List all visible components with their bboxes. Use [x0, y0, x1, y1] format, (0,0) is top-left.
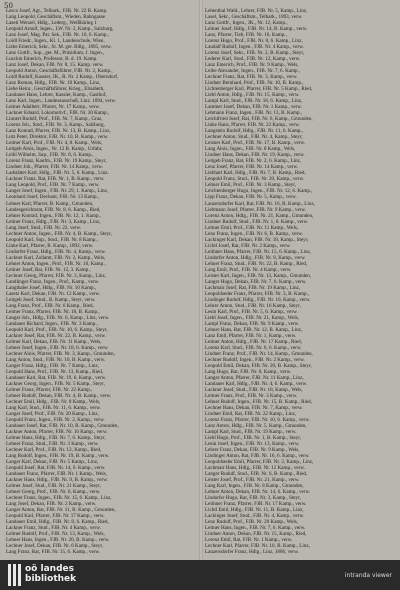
directory-entry: Lorenz Josef, Sekr., FJB. Nr. 2, B. Kamp., Steyr,	[205, 50, 305, 57]
directory-entry: Lanz Roman, Hdlg., FJB. Nr. 10 Kamp., Linz,	[6, 80, 101, 87]
directory-entry: Lindinger Rudolf, Hdlg., FJB. Nr. 10, Kamp., verw.	[205, 296, 311, 303]
directory-entry: Lindner Joh., Pfarrer, FJB. Nr. 14 Kamp., verw.	[6, 164, 103, 171]
directory-entry: Lang Alois, Ingen., FJB. Nr. 8 Kamp., Wels,	[205, 146, 296, 153]
directory-entry: Leopold Arnulf, Ingen., LW. Nr. 2, Kamp., Salzburg,	[6, 26, 114, 33]
directory-entry: Lechner Josef, Dekan, FJB. Nr. 6 Kamp., Steyr,	[6, 543, 104, 550]
directory-entry: Linke Hans, Pfarrer, FJB. Nr. 22 Kamp., verw.	[205, 122, 300, 129]
directory-entry: Lindner Hans, Dekan, FJB. Nr. 19, Kamp., verw.	[205, 152, 305, 159]
directory-entry: Loidl Rudolf, Kassier, JK., R. Nr. 2 Kamp., Oberndorf,	[6, 74, 119, 81]
directory-entry: Leithner Franz, Pfarrer, FJB. Nr. 17 Kamp., verw.	[205, 501, 307, 508]
directory-entry: Lackner Hans, Hdlg., FJB. Nr. 9, B. Kamp., verw.	[6, 477, 108, 484]
directory-entry: Lackner Josef, Rat, FJB. Nr. 22, B. Kamp., verw.	[6, 332, 106, 339]
directory-entry: Lechner Anton, Ingen., FJB. Nr. 4, B. Kamp., Steyr,	[6, 230, 112, 237]
directory-entry: Lehner Emil, Prof., FJB. Nr. 3 Kamp., Steyr,	[205, 182, 297, 189]
directory-entry: Lechner Hans, Dekan, FJB. Nr. 7, Kamp., verw.	[205, 405, 303, 412]
directory-entry: Langstein Rudolf, Hdlg., FJB. Nr. 11, 6. Kamp.,	[205, 128, 304, 135]
directory-entry: Lechner Karl, Pfarrer, FJB. Nr. 10, B. Kamp., Linz,	[205, 543, 310, 550]
directory-entry: Lehner Hans, Ingen., FJB. Nr. 20, B. Kamp., verw.	[6, 537, 110, 544]
directory-entry: Luschin Emerich, Professor, B. d. 19. Kamp.	[6, 56, 98, 63]
directory-entry: Leopold Josef, Rat, FJB. Nr. 14, 6. Kamp., verw.	[6, 465, 106, 472]
directory-entry: Leitgeb Franz, Rat, FJB. Nr. 2, 6. Kamp., Linz,	[205, 158, 302, 165]
directory-entry: Leitner Karl, Dekan, FJB. Nr. 11 Kamp., Wels,	[6, 338, 102, 345]
directory-entry: Leopoldseder Emil, Pfarrer, FJB. Nr. 2, Kamp., Linz,	[205, 459, 314, 466]
directory-entry: Leitner Rudolf, Prof., FJB. Nr. 13, Kamp., Wels,	[6, 531, 105, 538]
directory-entry: Lanz Emil, Pfarrer, FJB. Nr. 1, Kamp., verw.	[205, 332, 297, 339]
directory-entry: Lang Franz, Prof., FJB. Nr. 6 Kamp., Ried,	[6, 302, 94, 309]
directory-entry: Lang Karl, Ingen., FJB. Nr. 8 Kamp., Gmunden,	[205, 483, 304, 490]
directory-entry: Leister Josef, Prof., FJB. Nr. 21, Kamp., verw.	[205, 477, 300, 484]
directory-entry: Lehner Hans, Rat, FJB. Nr. 12, B. Kamp., Linz,	[205, 326, 303, 333]
directory-entry: Lanz Emerich, Prof., FJB. Nr. 9 Kamp., Wels,	[205, 62, 299, 69]
directory-entry: Lesin Josef, Ingen., FJB. Nr. 13, Kamp., verw.	[205, 441, 300, 448]
directory-entry: Leitner Hans, Ingen., FJB. Nr. 7, 6. Kamp., verw.	[205, 525, 306, 532]
directory-entry: Linnert Rudolf, Prof., FJB. Nr. 7, Kamp., Graz,	[6, 116, 103, 123]
directory-entry: Leitner Hans, Hdlg., FJB. Nr. 7, 6. Kamp., Steyr,	[6, 435, 106, 442]
directory-entry: Leopold Karl, Prof., FJB. Nr. 10, 6. Kamp., Steyr,	[6, 326, 108, 333]
directory-entry: Lehrer Anton, Stud., FJB. Nr. 16 Kamp., Steyr,	[205, 302, 301, 309]
directory-entry: Leopold Emil, Dekan, FJB. Nr. 20, B. Kamp., Steyr,	[205, 362, 312, 369]
directory-entry: Lenz Rudolf, Prof., FJB. Nr. 20 Kamp., Wels,	[205, 519, 299, 526]
directory-entry: Liebe Emerich, Sekr., St. M. ger. Bdlg., 1895, verw.	[6, 44, 112, 51]
directory-entry: Leichtfried Josef, Rat, FJB. Nr. 6, Kamp., Gmunden,	[205, 116, 313, 123]
directory-entry: Leibl Wilhelm, Sup., FJB. Nr. 8, 6. Kamp.,	[6, 152, 94, 159]
left-column	[6, 8, 198, 555]
logo-line-2: bibliothek	[25, 574, 77, 584]
directory-entry: Lang Leopold, Geschäftsm., Wieden, Bahngasse	[6, 14, 106, 21]
directory-entry: Lanz Konrad, Pfarrer, FJB. Nr. 13, B. Kamp., Linz,	[6, 128, 111, 135]
directory-entry: Lang Hugo, Rat, FJB. Nr. 8, Kamp., verw.	[205, 368, 292, 375]
directory-entry: Lehner Anton, Dekan, FJB. Nr. 14, 6. Kamp., verw.	[205, 489, 311, 496]
directory-entry: Lehner Karl, Pfarrer, B. Kamp., Gmunden,	[6, 200, 94, 207]
directory-entry: Lang Anton, Stud., FJB. Nr. 10, B. Kamp., verw.	[6, 356, 106, 363]
directory-entry: Ladstätter Karl, Hdlg., FJB. Nr. 5, 6. Kamp., Linz.	[6, 170, 109, 177]
directory-entry: Lanz Anton, Hdlg., FJB. Nr. 5, Kamp., Gmunden,	[205, 423, 307, 430]
directory-entry: Leimer Karl, Prof., FJB. Nr. 4, 8. Kamp., Wels,	[6, 140, 103, 147]
directory-entry: Lehner Konrad, Ingen., FJB. Nr. 12, 1. Kamp.,	[6, 212, 102, 219]
directory-entry: Lorenz Joh., Stud., FJB. Nr. 3, Kamp., Salzburg,	[6, 122, 105, 129]
directory-entry: Lasetl Wenzel, Hdlg., Lederg., Weißhäring 1	[6, 20, 97, 27]
directory-entry: Leopold Karl, Sup., Stud., FJB. Nr. 8 Kamp.,	[6, 236, 98, 243]
directory-entry: Lenz Josef, Pfarrer, FJB. Nr. 14 Kamp., verw.	[205, 164, 299, 171]
directory-entry: Lang Franz, Rat, FJB. Nr. 15, 6. Kamp., verw.	[6, 549, 101, 556]
directory-entry: Langer Josef, Ingen., FJB. Nr. 29, 1. Kamp., Linz,	[6, 188, 109, 195]
directory-entry: Lorenz Emil, Rat, FJB. Nr. 1 Kamp., verw.	[205, 537, 293, 544]
directory-entry: Leitner Franz, Prof., FJB. Nr. 3 Kamp., verw.	[205, 393, 298, 399]
directory-entry: Lindner Anton, Dekan, FJB. Nr. 15, Kamp., Ried,	[205, 531, 307, 538]
directory-entry: Liebl Josef, Ingen., FJB. Nr. 21, Kamp., Wels,	[205, 314, 300, 321]
page-number: 50	[4, 2, 13, 10]
directory-entry: Leitner Josef, Hdlg., FJB. Nr. 14, B. Kamp., verw.	[205, 26, 308, 33]
directory-entry: Lampl Karl, Stud., FJB. Nr. 18, 6. Kamp., Linz,	[205, 98, 303, 105]
directory-entry: Landauer Josef, Rat, FJB. Nr. 10, B. Kamp., Gmunden,	[6, 423, 119, 430]
directory-entry: Laudalf Rudolf, Ingen., FJB. Nr. 4 Kamp., verw.	[205, 44, 304, 51]
directory-entry: Lichtenberger Karl, Pfarrer, FJB. Nr. 5 Kamp., Ried,	[205, 86, 313, 93]
directory-entry: Lorenz Anton, Hdlg., FJB. Nr. 21, Kamp., Gmunden,	[205, 212, 314, 219]
directory-entry: Lindner Bernhard, Prof., FJB. Nr. 10, B. Kamp.,	[205, 80, 304, 87]
directory-entry: Leopold Franz, Stud., FJB. Nr. 20, Kamp., verw.	[205, 176, 304, 183]
directory-entry: Lechner Emil, Hdlg., FJB. Nr. 8 Kamp., Wels,	[6, 399, 101, 406]
library-logo[interactable]	[8, 564, 76, 586]
directory-entry: Lanz Karl, Ingen., Landesausschuß, Linz. 1894, verw.	[6, 98, 117, 105]
logo-line-1: oö landes	[25, 564, 74, 574]
directory-entry: Lammer Josef, Dekan, FJB. Nr. 1 Kamp., verw.	[205, 104, 302, 111]
directory-entry: Leimer Franz, Pfarrer, FJB. Nr. 18, B. Kamp.,	[6, 308, 100, 315]
directory-entry: Lindner Rudolf, Stud., FJB. Nr. 1, 6. Kamp., verw.	[205, 218, 309, 225]
directory-entry: Lorenz Franz, Kaufm., FJB. Nr. 19 Kamp., Steyr,	[6, 158, 107, 165]
directory-entry: Landesgerichtsrat, FJB. Nr. 8, 6. Kamp., Ried,	[6, 206, 101, 213]
directory-entry: Lehner Georg, Prof., FJB. Nr. 6, Kamp., verw.	[6, 489, 101, 496]
directory-entry: Langer Hugo, Dekan, FJB. Nr. 7, 6. Kamp., verw.	[205, 278, 307, 285]
directory-entry: Landauer Karl, Rat, FJB. Nr. 19, 6. Kamp., verw.	[6, 374, 107, 381]
directory-entry: Lehner Anton, Ingen., Prof., FJB. Nr. 10, Kamp.,	[6, 260, 106, 267]
directory-entry: Lackner Franz, Rat, FJB. Nr. 1, B. Kamp., verw.	[6, 176, 105, 183]
directory-entry: Lang Josef, Stud., FJB. Nr. 22, verw.	[6, 224, 82, 231]
directory-entry: Lackner Georg, Ingen., FJB. Nr. 5 Kamp., Steyr,	[6, 380, 105, 387]
directory-entry: Lackinger Josef, Stud., FJB. Nr. 4, Kamp., verw.	[205, 513, 304, 520]
directory-entry: Lindner Emil, Rat, FJB. Nr. 22 Kamp., Linz,	[205, 411, 297, 418]
directory-entry: Lehner Josef, Ingen., FJB. Nr. 18, 6. Kamp., verw.	[6, 344, 109, 351]
directory-entry: Lang Emil, Prof., FJB. Nr. 4 Kamp., verw.	[205, 266, 292, 273]
directory-entry: Lackner Josef, Stud., FJB. Nr. 18, Kamp., Wels,	[205, 386, 303, 393]
directory-entry: Leitgeb Josef, Stud., B. Kamp., Steyr, verw.	[6, 296, 96, 303]
viewer-footer	[0, 560, 400, 590]
directory-entry: Leopold Franz, Ingen., FJB. Nr. 2, Kamp., verw.	[6, 417, 105, 424]
directory-entry: Lehner Rudolf, Ingen., FJB. Nr. 15, B. Kamp., Ried,	[205, 399, 312, 406]
directory-entry: Lasel, Sekr., Geschäftsm., Telbark., 1893, verw.	[205, 14, 303, 21]
directory-entry: Langer Franz, Hdlg., FJB. Nr. 7 Kamp., Linz,	[6, 362, 99, 369]
right-column	[205, 8, 397, 555]
directory-entry: Lindorfer Hugo, Rat, FJB. Nr. 3, Kamp., Steyr,	[205, 495, 301, 502]
directory-entry: Langer Rudolf, Stud., FJB. Nr. 6, B. Kamp., Ried,	[205, 471, 308, 478]
directory-entry: Lanzersdorfer Karl, Rat, FJB. Nr. 16, B. Kamp., Linz,	[205, 200, 315, 207]
directory-entry: Lorenz Hugo, Prof., FJB. Nr. 8, 6. Kamp., Linz,	[205, 38, 303, 45]
directory-entry: Lachmair Hans, Hdlg., FJB. Nr. 12 Kamp., verw.	[205, 465, 305, 472]
directory-entry: Lanz Josef, Mag. Pat. Sek., FJB. Nr. 10, 6. Kamp.,	[6, 32, 109, 39]
directory-entry: Lehner Franz, Stud., FJB. Nr. 22, B. Kamp., Ried,	[205, 260, 308, 267]
directory-entry: Lenz Franz, Ingen., FJB. Nr. 6, B. Kamp., verw.	[205, 230, 303, 237]
directory-entry: Landauer Richard, Ingen., FJB. Nr. 3 Kamp.,	[6, 320, 98, 327]
page-spine	[199, 0, 203, 560]
directory-entry: Leithner Hans, Pfarrer, FJB. Nr. 15, 6. Kamp., Linz,	[205, 248, 312, 255]
directory-entry: Lechner Anton, Stud., FJB. Nr. 4, Kamp., Steyr,	[205, 134, 303, 141]
directory-entry: Langer Anton, Rat, FJB. Nr. 11, B. Kamp., Gmunden,	[6, 507, 116, 514]
directory-entry: Lechner Karl, Prof., FJB. Nr. 12, Kamp., Ried,	[6, 447, 102, 454]
directory-entry: Lechner Georg, Pfarrer, FJB. Nr. 3, Kamp., Linz,	[6, 272, 106, 279]
library-logo-icon	[8, 564, 22, 586]
directory-entry: Loidl Friedr., Ingen., Kl. 1, Landesschule, Wien.	[6, 38, 105, 45]
directory-entry: Langthaler Josef, Hdlg., FJB. Nr. 10 Kamp.,	[6, 284, 97, 291]
directory-entry: Lanz Gottfr., Sup., ger. M., Präsidium, J. Ingen.,	[6, 50, 105, 57]
directory-entry: Leopold Karl, Pfarrer, FJB. Nr. 17 Kamp., verw.	[6, 513, 105, 520]
directory-entry: Lipp Franz, Dekan, FJB. Nr. 5, Kamp., verw.	[205, 194, 297, 201]
directory-entry: Landauer Hans, Lehrer, Kassier, Kamp., Gasthof,	[6, 92, 107, 99]
directory-entry: Lederer Karl, Stud., FJB. Nr. 12, Kamp., verw.	[205, 56, 301, 63]
directory-entry: Linke Karl, Pfarrer, B. Kamp., 1892, verw.	[6, 242, 94, 249]
directory-entry: Leopold Anton, Geschäftsführer, FJB. Nr. 2, Kamp.,	[6, 68, 113, 75]
directory-entry: Landauer Franz, Pfarrer, FJB. Nr. 1 Kamp., Wels,	[6, 471, 107, 478]
directory-entry: Lasetz Karl, Dekan, FJB. Nr. 12 Kamp., verw.	[6, 290, 101, 297]
directory-entry: Lehmann Franz, Ingen., FJB. Nr. 13, B. Kamp.,	[205, 110, 303, 117]
directory-entry: Landauer Emil, Hdlg., FJB. Nr. 8, 6. Kamp., Ried,	[6, 519, 109, 526]
directory-entry: Lanz Josef, Dekan, FJB. Nr. 8, 15. Kamp. verw.	[6, 62, 104, 69]
directory-entry: Lanz Gottfr., Ingen., JK., Nr. 12, Kamp.,	[205, 20, 288, 27]
directory-entry: Lindorfer Franz, Hdlg., FJB. Nr. 4, Kamp., verw.	[6, 248, 106, 255]
directory-entry: Lackner Karl, Zollamt, FJB. Nr. 2, Kamp., Wels,	[6, 254, 106, 261]
viewer-label: intranda viewer	[344, 572, 392, 579]
directory-entry: Lehrer Franz, Dekan, FJB. Nr. 9 Kamp., Wels,	[205, 447, 300, 454]
directory-entry: Langer Josef, Prof., FJB. Nr. 20 Kamp., Linz,	[6, 411, 99, 418]
directory-entry: Liebhart Karl, Hdlg., FJB. Nr. 7, B. Kamp., Ried,	[205, 170, 306, 177]
directory-entry: Leichtenberger Hugo, Ingen., FJB. Nr. 12, 6. Kamp.,	[205, 188, 313, 195]
directory-entry: Liebl Hugo, Prof., FJB. Nr. 1, B. Kamp., Steyr,	[205, 435, 302, 442]
directory-entry: Lanzersdorfer Franz, Hdlg., Linz, 1886, verw.	[205, 549, 299, 556]
directory-entry: Leopold Hans, Prof., FJB. Nr. 13, Kamp., Ried,	[6, 368, 104, 375]
directory-entry: Lackner Anton, Pfarrer, FJB. Nr. 16 Kamp., verw.	[6, 429, 108, 436]
directory-entry: Lackner Franz, Stud., FJB. Nr. 4 Kamp., verw.	[6, 525, 101, 532]
directory-entry: Langer Joh., Hdlg., FJB. Nr. 6, Kamp., Linz, verw.	[6, 314, 110, 321]
directory-entry: Liebl Anton, Hdlg., FJB. Nr. 15, Kamp., verw.	[205, 92, 300, 99]
directory-entry: Lampl Karl, Stud., FJB. Nr. 19 Kamp., verw.	[205, 429, 297, 436]
directory-entry: Leister Karl, Ingen., FJB. Nr. 13, Kamp., Gmunden,	[205, 272, 312, 279]
directory-entry: Langer Karl, Dekan, FJB. Nr. 5 Kamp., Linz,	[6, 459, 99, 466]
directory-entry: Lechner Franz, Ingen., FJB. Nr. 15, 6. Kamp., Linz,	[6, 495, 112, 502]
directory-entry: Leitner Franz, Pfarrer, FJB. Nr. 22 Kamp.,	[6, 386, 93, 393]
directory-entry: Leitner Emil, Prof., FJB. Nr. 11 Kamp., Wels,	[205, 224, 299, 231]
directory-entry: Leopoldseder Franz, Pfarrer, FJB. Nr. 3, B. Kamp.,	[205, 290, 310, 297]
directory-entry: Lehenthal Wald., Lehrer, FJB. Nr. 5, Kamp., Linz,	[205, 8, 308, 14]
directory-entry: Lachmair Josef, Rat, FJB. Nr. 19 Kamp., Linz,	[205, 284, 301, 291]
directory-entry: Lehner Rudolf, Dekan, FJB. Nr. 4, B. Kamp., verw.	[6, 393, 112, 399]
directory-entry: Lechner Rudolf, Ingen., FJB. Nr. 2 Kamp., verw.	[205, 356, 305, 363]
directory-entry: Landlinger Franz, Ingen., Prof., Kamp., verw.	[6, 278, 100, 285]
directory-entry: Leitner Anton, Hdlg., FJB. Nr. 17 Kamp., Ried,	[205, 338, 302, 345]
directory-entry: Lichtl Emil, Hdlg., FJB. Nr. 11, B. Kamp., Linz,	[205, 507, 304, 514]
directory-entry: Leitner Josef, Rat, FJB. Nr. 12, 3. Kamp.,	[6, 266, 91, 273]
directory-entry: Leitner Adalbert, Pfarrer, Nr. 17 Kamp., verw.	[6, 104, 100, 111]
directory-entry: Lindorfer Anton, Hdlg., FJB. Nr. 8, Kamp., verw.	[205, 254, 306, 261]
directory-entry: Lackner Eduard, Lokomotivf., FJB. Nr. 30 Kamp.,	[6, 110, 110, 117]
directory-entry: Lampl Franz, Dekan, FJB. Nr. 9 Kamp., verw.	[205, 320, 300, 327]
directory-entry: Lutz Peter, Direktor, FJB. Nr. 10, B. Kamp., verw.	[6, 134, 109, 141]
directory-entry: Lesco Josef, Agt., Telbark., FJB. Nr. 22 B. Kamp.	[6, 8, 108, 14]
directory-entry: Lackinger Karl, Dekan, FJB. Nr. 18, Kamp., Steyr,	[205, 236, 309, 243]
directory-entry: Leitgeb Alois, Ingen., Nr. 12 B. Kamp., Urfahr,	[6, 146, 103, 153]
directory-entry: Leisner Karl, Prof., FJB. Nr. 17, B. Kamp., verw.	[205, 140, 306, 147]
directory-entry: Lang Josef, Dekan, FJB. Nr. 2 Kamp., verw.	[6, 501, 97, 508]
directory-entry: Lichtl Josef, Rat, FJB. Nr. 2 Kamp., verw.	[205, 242, 291, 249]
directory-entry: Landauer Karl, Hdlg., FJB. Nr. 4, 6. Kamp., verw.	[205, 380, 308, 387]
directory-entry: Leonhard Josef, Dechant, FJB. Nr. 13 Kamp.,	[6, 194, 100, 201]
directory-entry: Leitner Josef, Stud., FJB. Nr. 21 Kamp., Steyr,	[6, 483, 102, 490]
directory-entry: Langer Anton, Pfarrer, FJB. Nr. 11 Kamp., Linz,	[205, 374, 304, 381]
directory-entry: Liebmann Josef, Pfarrer, FJB. Nr. 9 Kamp., verw.	[205, 206, 307, 213]
directory-entry: Liebe Heinr., Geschäftsführer, Krieg., Elisabeth,	[6, 86, 105, 93]
directory-entry: Lesin Karl, Prof., FJB. Nr. 5, 6. Kamp., verw.	[205, 308, 298, 315]
directory-entry: Lechner Franz, Rat, FJB. Nr. 3, Kamp., verw.	[205, 74, 298, 81]
directory-entry: Lang Rudolf, Ingen., FJB. Nr. 19, B. Kamp., verw.	[6, 453, 110, 460]
directory-entry: Lorenz Franz, Pfarrer, FJB. Nr. 10, 6. Kamp., verw.	[205, 417, 310, 424]
library-logo-text	[25, 564, 76, 584]
directory-entry: Lechner Alois, Pfarrer, FJB. Nr. 3, Kamp., Gmunden,	[6, 350, 115, 357]
directory-entry: Leibe Alexander, Ingen., FJB. Nr. 7, 6. Kamp.,	[205, 68, 301, 75]
directory-entry: Lanz, Pfarrer, Tieb, FJB. Nr. 10, Kamp.,	[205, 32, 287, 39]
directory-entry: Leitner Franz, Hdlg., FJB. Nr. 3, Kamp., Linz,	[6, 218, 101, 225]
directory-entry: Lorenz Karl, Stud., FJB. Nr. 6, 6. Kamp., verw.	[205, 344, 302, 351]
directory-entry: Lang Leopold, Prof., FJB. Nr. 7 Kamp., verw.	[6, 182, 100, 189]
directory-entry: Lehner Franz, Stud., FJB. Nr. 3 Kamp., verw.	[6, 441, 99, 448]
directory-entry: Lindinger Anton, Rat, FJB. Nr. 16, 6. Kamp., verw.	[205, 453, 310, 460]
directory-entry: Lindner Franz, Prof., FJB. Nr. 14, Kamp., Gmunden,	[205, 350, 313, 357]
directory-entry: Lang Karl, Stud., FJB. Nr. 11, 6. Kamp., verw.	[6, 405, 101, 412]
